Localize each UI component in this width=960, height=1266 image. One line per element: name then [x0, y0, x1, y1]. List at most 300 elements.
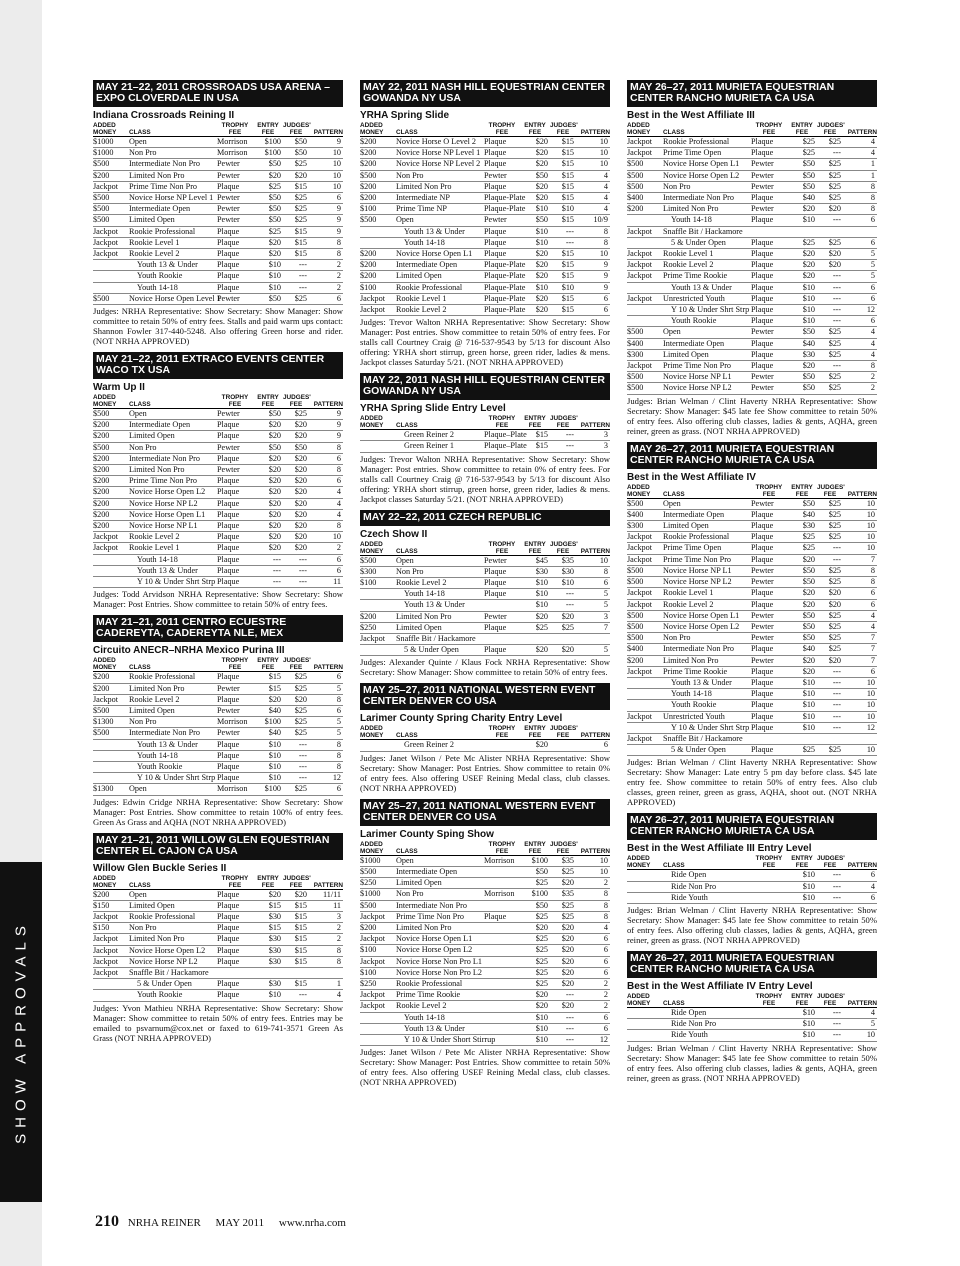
entry-fee-cell: $50 [253, 193, 283, 204]
judges-fee-cell: --- [283, 282, 309, 293]
trophy-cell: Plaque [751, 271, 787, 282]
pattern-cell: 3 [309, 911, 343, 922]
class-cell: Snaffle Bit / Hackamore [129, 967, 217, 978]
class-cell: Rookie Level 2 [396, 578, 484, 589]
pattern-cell: 5 [843, 1019, 877, 1030]
class-cell: Rookie Professional [129, 911, 217, 922]
class-cell: Youth 13 & Under [396, 1023, 484, 1034]
class-cell: Open [663, 498, 751, 509]
judges-fee-cell: --- [283, 761, 309, 772]
added-money-cell: $200 [93, 465, 129, 476]
trophy-cell: Plaque-Plate [484, 293, 526, 303]
judges-fee-cell: $20 [817, 588, 843, 599]
pattern-cell: 2 [309, 543, 343, 554]
judges-notes: Judges: Brian Welman / Clint Haverty NRHA Representative: Show Secretary: Show Manager: Late entry 5 pm day before class. $45 late entry fee. Show committee to retain 50% of entry fees. Also club classes, green reiner, green as grass, AQHA, shoot out. (NOT NRHA APPROVED) [627, 757, 877, 808]
pattern-cell: 9 [309, 431, 343, 442]
entry-fee-cell: $15 [520, 441, 550, 452]
trophy-cell: Plaque-Plate [484, 305, 526, 315]
trophy-cell: Plaque [217, 249, 253, 260]
class-cell: Youth Rookie [129, 271, 217, 282]
judges-fee-cell: $15 [550, 293, 576, 304]
header-trophy: TROPHY [488, 415, 516, 423]
header-blank [663, 484, 751, 491]
pattern-cell: 4 [843, 1007, 877, 1018]
entry-fee-cell: $50 [520, 900, 550, 911]
pattern-cell: 8 [309, 249, 343, 260]
added-money-cell: $500 [93, 204, 129, 215]
table-row [627, 711, 877, 722]
header-fee: FEE [550, 548, 576, 556]
header-trophy: TROPHY [488, 540, 516, 548]
trophy-cell: Plaque-Plate [484, 204, 526, 214]
header-entry: ENTRY [257, 874, 279, 882]
judges-fee-cell: $25 [817, 383, 843, 394]
class-cell: Youth 13 & Under [396, 226, 484, 237]
judges-fee-cell: $20 [550, 945, 576, 956]
entry-fee-cell: $10 [787, 215, 817, 226]
judges-fee-cell: $15 [550, 193, 576, 204]
table-row [627, 577, 877, 588]
trophy-cell [484, 934, 520, 945]
class-cell: Novice Horse NP L2 [663, 577, 751, 588]
judges-fee-cell: --- [550, 1023, 576, 1034]
entry-fee-cell: $25 [253, 226, 283, 237]
show-name: YRHA Spring Slide Entry Level [360, 403, 506, 415]
added-money-cell: $300 [627, 521, 663, 532]
table-row [627, 677, 877, 688]
trophy-cell: Plaque [217, 956, 253, 967]
added-money-cell: $500 [627, 383, 663, 394]
class-cell: Limited Open [663, 349, 751, 360]
pattern-cell: 6 [843, 293, 877, 304]
added-money-cell: $200 [93, 509, 129, 520]
added-money-cell: $150 [93, 900, 129, 911]
added-money-cell [627, 892, 663, 903]
header-blank [129, 394, 217, 401]
entry-fee-cell: $45 [520, 555, 550, 566]
table-row [360, 271, 610, 282]
entry-fee-cell: $10 [253, 773, 283, 784]
pattern-cell: 4 [309, 498, 343, 509]
table-row [360, 978, 610, 989]
trophy-cell: Pewter [217, 683, 253, 694]
added-money-cell: $500 [360, 555, 396, 566]
header-entry: ENTRY [791, 122, 813, 129]
added-money-cell: Jackpot [627, 666, 663, 677]
added-money-cell [360, 1034, 396, 1045]
entry-fee-cell: $10 [787, 711, 817, 722]
table-row [93, 465, 343, 476]
header-entry: ENTRY [257, 122, 279, 129]
trophy-cell: Pewter [751, 170, 787, 181]
header-blank [396, 122, 484, 129]
show-heading: MAY 26–27, 2011 MURIETA EQUESTRIAN CENTER RANCHO MURIETA CA USA [627, 813, 877, 840]
class-cell: Open [396, 555, 484, 566]
class-cell: Prime Time Open [663, 148, 751, 159]
trophy-cell: Plaque [751, 745, 787, 756]
table-row [627, 689, 877, 700]
trophy-cell: Plaque [484, 159, 520, 170]
entry-fee-cell: $10 [253, 260, 283, 271]
judges-fee-cell: $20 [550, 922, 576, 933]
added-money-cell [360, 1012, 396, 1023]
entry-fee-cell: $30 [520, 566, 550, 577]
entry-fee-cell: $20 [520, 740, 550, 751]
table-row [93, 282, 343, 293]
header-fee: FEE [283, 401, 309, 409]
judges-fee-cell: --- [283, 260, 309, 271]
pattern-cell: 8 [843, 193, 877, 204]
pattern-cell: 8 [843, 181, 877, 192]
class-cell: Rookie Professional [663, 532, 751, 543]
added-money-cell [93, 990, 129, 1001]
header-entry: ENTRY [257, 394, 279, 402]
added-money-cell: $200 [360, 271, 396, 282]
header-fee: FEE [253, 129, 283, 137]
entry-fee-cell: $50 [787, 372, 817, 383]
entry-fee-cell: $30 [253, 911, 283, 922]
pattern-cell: 2 [309, 271, 343, 282]
class-cell: Novice Horse NP L1 [663, 372, 751, 383]
judges-fee-cell: $15 [283, 249, 309, 260]
header-entry: ENTRY [791, 992, 813, 1000]
judges-fee-cell [283, 967, 309, 978]
table-row [627, 215, 877, 226]
entry-fee-cell: --- [253, 577, 283, 588]
table-row [93, 532, 343, 543]
judges-fee-cell: $15 [283, 226, 309, 237]
added-money-cell: $100 [360, 282, 396, 293]
table-row [627, 700, 877, 711]
header-blank [576, 122, 610, 129]
added-money-cell: $250 [360, 622, 396, 633]
trophy-cell: Plaque [751, 644, 787, 655]
trophy-cell: Morrison [484, 889, 520, 900]
table-row [627, 1019, 877, 1030]
class-cell: Limited Open [396, 878, 484, 889]
table-row [360, 1012, 610, 1023]
added-money-cell [93, 282, 129, 293]
table-row [360, 441, 610, 452]
class-cell: Intermediate Non Pro [129, 453, 217, 464]
pattern-cell: 2 [843, 372, 877, 383]
added-money-cell: Jackpot [360, 934, 396, 945]
judges-fee-cell: --- [550, 237, 576, 248]
entry-fee-cell: $20 [253, 465, 283, 476]
header-class: CLASS [396, 732, 484, 740]
header-added: ADDED [93, 657, 116, 665]
judges-fee-cell: --- [817, 543, 843, 554]
entry-fee-cell: $20 [520, 159, 550, 170]
added-money-cell: $500 [627, 327, 663, 338]
pattern-cell: 8 [843, 361, 877, 372]
pattern-cell: 5 [309, 683, 343, 694]
trophy-cell [484, 990, 520, 1001]
header-fee: FEE [520, 848, 550, 856]
pattern-cell: 8 [576, 911, 610, 922]
header-entry: ENTRY [791, 855, 813, 863]
trophy-cell: Plaque [217, 237, 253, 248]
class-cell: Youth 14-18 [129, 554, 217, 565]
pattern-cell: 6 [309, 293, 343, 304]
header-judges: JUDGES' [817, 122, 845, 129]
pattern-cell: 4 [843, 137, 877, 148]
table-row [627, 327, 877, 338]
pattern-cell: 10 [309, 148, 343, 159]
class-cell: Novice Horse NP L2 [129, 956, 217, 967]
class-cell: Novice Horse NP Level 1 [129, 193, 217, 204]
trophy-cell: Plaque [751, 509, 787, 520]
judges-fee-cell: $20 [550, 1001, 576, 1012]
trophy-cell: Morrison [217, 784, 253, 795]
judges-fee-cell: $25 [817, 327, 843, 338]
class-cell: Intermediate Open [663, 509, 751, 520]
show-listing [93, 352, 343, 609]
class-cell: Unrestricted Youth [663, 293, 751, 304]
trophy-cell: Plaque [484, 622, 520, 633]
added-money-cell: $400 [627, 644, 663, 655]
judges-fee-cell: $25 [817, 644, 843, 655]
trophy-cell: Plaque [217, 990, 253, 1001]
trophy-cell: Plaque [484, 911, 520, 922]
table-row [93, 476, 343, 487]
header-added: ADDED [627, 855, 650, 863]
entry-fee-cell: $30 [253, 945, 283, 956]
judges-fee-cell: --- [817, 677, 843, 688]
trophy-cell: Pewter [217, 409, 253, 420]
entry-fee-cell: $20 [787, 249, 817, 260]
header-fee: FEE [283, 664, 309, 672]
header-fee: FEE [217, 401, 253, 409]
pattern-cell: 8 [576, 900, 610, 911]
class-cell: Ride Open [663, 1007, 751, 1018]
class-cell: Novice Horse NP Level 1 [396, 148, 484, 159]
judges-fee-cell: --- [817, 1019, 843, 1030]
entry-fee-cell: $50 [787, 577, 817, 588]
judges-fee-cell: $20 [283, 487, 309, 498]
show-name: Larimer County Spring Charity Entry Level [360, 713, 563, 725]
class-cell: Youth 14-18 [129, 750, 217, 761]
trophy-cell: Plaque [751, 543, 787, 554]
pattern-cell: 10 [843, 1030, 877, 1041]
added-money-cell [93, 577, 129, 588]
trophy-cell [751, 1007, 787, 1018]
trophy-cell: Pewter [751, 577, 787, 588]
table-row [360, 889, 610, 900]
added-money-cell: Jackpot [93, 181, 129, 192]
added-money-cell: Jackpot [93, 934, 129, 945]
judges-notes: Judges: Trevor Walton NRHA Representative: Show Secretary: Show Manager: Post entries. Show committee to retain 50% of entry fees. For stalls call Courtney Craig @ 716-537-9543 by 5/13 for discount Also offering: YRHA short stirrup, green horse, green rider, ladies & mens. Jackpot classes Saturday 5/21. (NOT NRHA APPROVED) [360, 317, 610, 368]
show-heading: MAY 25–27, 2011 NATIONAL WESTERN EVENT CENTER DENVER CO USA [360, 683, 610, 710]
header-money: MONEY [627, 1000, 663, 1008]
trophy-cell [484, 978, 520, 989]
judges-fee-cell: --- [817, 711, 843, 722]
judges-fee-cell: $15 [550, 305, 576, 316]
show-listing [627, 951, 877, 1083]
class-cell: Intermediate Non Pro [396, 900, 484, 911]
pattern-cell: 4 [576, 204, 610, 215]
trophy-cell: Plaque-Plate [484, 271, 526, 281]
trophy-cell: Plaque [217, 420, 253, 431]
judges-fee-cell: $25 [817, 532, 843, 543]
header-entry: ENTRY [524, 415, 546, 423]
pattern-cell: 11 [309, 577, 343, 588]
table-row [93, 487, 343, 498]
class-cell: Limited Non Pro [663, 204, 751, 215]
pattern-cell: 10 [576, 148, 610, 159]
entry-fee-cell: $10 [787, 892, 817, 903]
pattern-cell: 10 [843, 521, 877, 532]
pattern-cell: 3 [576, 430, 610, 441]
added-money-cell: Jackpot [627, 733, 663, 744]
table-row [627, 733, 877, 744]
header-money: MONEY [93, 129, 129, 137]
judges-fee-cell: $25 [817, 509, 843, 520]
entry-fee-cell: $20 [520, 293, 550, 304]
show-listing [360, 80, 610, 367]
entry-fee-cell: $10 [787, 1019, 817, 1030]
added-money-cell: $500 [360, 866, 396, 877]
judges-fee-cell: --- [550, 589, 576, 600]
table-row [627, 282, 877, 293]
added-money-cell: Jackpot [627, 588, 663, 599]
table-row [360, 622, 610, 633]
entry-fee-cell: $20 [253, 543, 283, 554]
trophy-cell: Plaque [217, 672, 253, 683]
entry-fee-cell: $50 [787, 159, 817, 170]
added-money-cell: Jackpot [627, 260, 663, 271]
pattern-cell: 4 [576, 193, 610, 204]
entry-fee-cell: $10 [520, 237, 550, 248]
table-row [93, 453, 343, 464]
table-row [360, 237, 610, 248]
pattern-cell: 3 [576, 611, 610, 622]
header-fee: FEE [751, 1000, 787, 1008]
header-pattern: PATTERN [843, 129, 877, 137]
table-row [627, 554, 877, 565]
show-name: Indiana Crossroads Reining II [93, 110, 235, 121]
pattern-cell: 2 [309, 282, 343, 293]
header-blank [309, 657, 343, 664]
class-cell: Limited Open [129, 431, 217, 442]
judges-fee-cell: $20 [283, 170, 309, 181]
entry-fee-cell: $25 [520, 934, 550, 945]
table-row [627, 260, 877, 271]
class-cell: 5 & Under Open [396, 645, 484, 656]
trophy-cell: Plaque [484, 589, 520, 600]
trophy-cell: Plaque [217, 498, 253, 509]
class-cell: Novice Horse NP Level 2 [396, 159, 484, 170]
class-cell: Novice Horse Open L1 [129, 509, 217, 520]
judges-fee-cell: --- [817, 1007, 843, 1018]
added-money-cell: $500 [360, 215, 396, 226]
pattern-cell: 8 [843, 565, 877, 576]
judges-fee-cell: --- [283, 577, 309, 588]
added-money-cell: $200 [627, 655, 663, 666]
entry-fee-cell: $20 [520, 271, 550, 282]
class-cell: Y 10 & Under Shrt Strp [129, 577, 217, 588]
entry-fee-cell: $50 [253, 409, 283, 420]
pattern-cell: 5 [576, 645, 610, 656]
pattern-cell: 9 [576, 260, 610, 271]
entry-fee-cell: $10 [787, 293, 817, 304]
class-cell: Prime Time Non Pro [129, 476, 217, 487]
judges-fee-cell: --- [817, 293, 843, 304]
trophy-cell: Plaque [217, 521, 253, 532]
table-row [360, 1023, 610, 1034]
pattern-cell: 2 [576, 1001, 610, 1012]
header-blank [663, 993, 751, 1000]
class-cell: Green Reiner 2 [396, 740, 484, 751]
table-row [627, 498, 877, 509]
header-pattern: PATTERN [576, 732, 610, 740]
added-money-cell: Jackpot [360, 911, 396, 922]
entry-fee-cell: $50 [787, 383, 817, 394]
header-fee: FEE [751, 862, 787, 870]
trophy-cell: Pewter [751, 204, 787, 215]
header-judges: JUDGES' [817, 483, 845, 491]
table-row [93, 181, 343, 192]
pattern-cell: 5 [576, 589, 610, 600]
class-cell: Rookie Level 1 [663, 249, 751, 260]
class-cell: Non Pro [129, 148, 217, 159]
judges-fee-cell: $20 [283, 543, 309, 554]
header-fee: FEE [817, 1000, 843, 1008]
table-row [93, 137, 343, 148]
added-money-cell [360, 430, 396, 441]
header-blank [396, 415, 484, 422]
entry-fee-cell: $20 [787, 271, 817, 282]
classes-table [360, 541, 610, 657]
pattern-cell: 6 [576, 934, 610, 945]
judges-fee-cell: $20 [283, 476, 309, 487]
added-money-cell: Jackpot [627, 271, 663, 282]
class-cell: Novice Horse O Level 2 [396, 137, 484, 148]
class-cell: Prime Time Non Pro [396, 911, 484, 922]
entry-fee-cell: $25 [520, 956, 550, 967]
pattern-cell: 2 [576, 878, 610, 889]
added-money-cell: $200 [360, 159, 396, 170]
entry-fee-cell: $20 [520, 645, 550, 656]
judges-fee-cell: $20 [550, 967, 576, 978]
header-pattern: PATTERN [309, 401, 343, 409]
pattern-cell: 6 [576, 305, 610, 316]
header-added: ADDED [93, 122, 116, 129]
trophy-cell [484, 1023, 520, 1034]
trophy-cell: Plaque [217, 923, 253, 934]
trophy-cell: Pewter [217, 204, 253, 215]
pattern-cell: 6 [309, 784, 343, 795]
table-row [93, 293, 343, 304]
header-trophy: TROPHY [221, 657, 249, 665]
show-name: Best in the West Affiliate IV Entry Level [627, 980, 813, 992]
entry-fee-cell: $20 [520, 260, 550, 271]
header-judges: JUDGES' [817, 855, 845, 863]
judges-notes: Judges: Brian Welman / Clint Haverty NRHA Representative: Show Secretary: Show Manager: $45 late fee Show committee to retain 50% of entry fees. Also offering club classes, ladies & gents, AQHA, green reiner, green as grass. (NOT NRHA APPROVED) [627, 904, 877, 945]
header-trophy: TROPHY [755, 122, 783, 129]
trophy-cell: Plaque [484, 645, 520, 656]
trophy-cell: Plaque [217, 431, 253, 442]
header-class: CLASS [129, 664, 217, 672]
class-cell: Limited Open [129, 215, 217, 226]
trophy-cell [484, 600, 520, 611]
header-class: CLASS [663, 491, 751, 499]
header-money: MONEY [93, 882, 129, 890]
added-money-cell: $500 [627, 577, 663, 588]
entry-fee-cell: $25 [787, 745, 817, 756]
pattern-cell: 10 [309, 159, 343, 170]
judges-notes: Judges: Janet Wilson / Pete Mc Alister NRHA Representative: Show Secretary: Show Manager: Post Entries. Show committee to retain 50% of entry fees. Also offering USEF Reining Medal class, club classes. (NOT NRHA APPROVED) [360, 1047, 610, 1088]
